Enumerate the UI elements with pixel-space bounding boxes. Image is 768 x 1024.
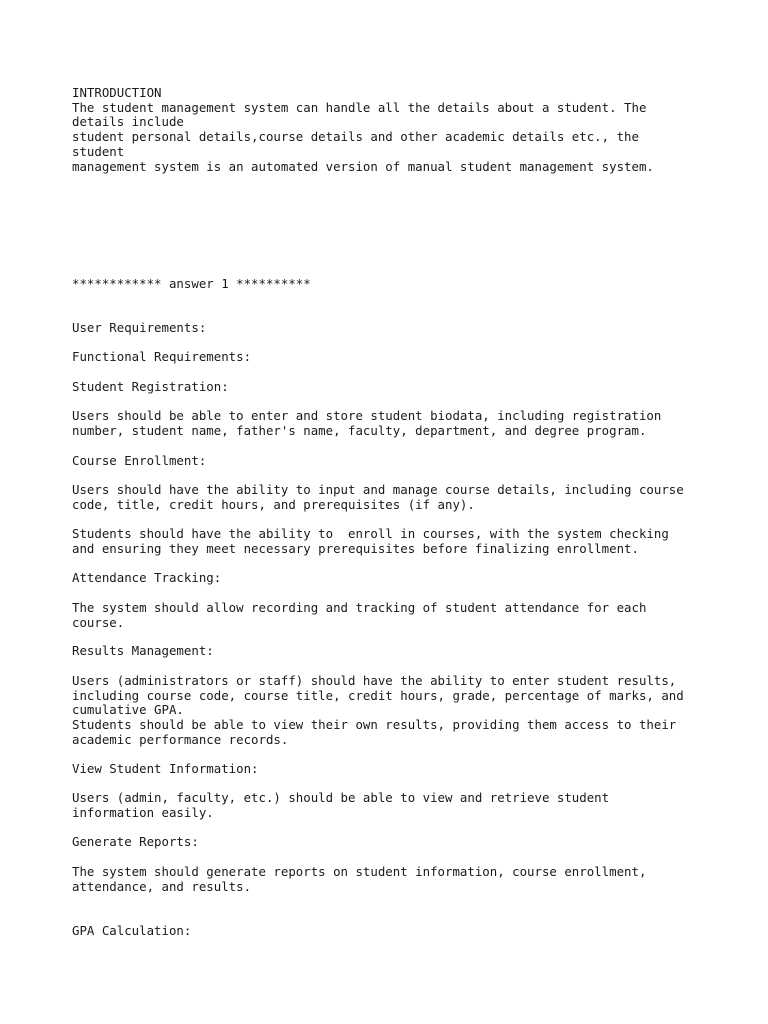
intro-line: details include bbox=[72, 114, 184, 130]
student-registration-body bbox=[72, 409, 661, 438]
body-line: academic performance records. bbox=[72, 731, 289, 747]
course-enrollment-body-2 bbox=[72, 527, 669, 556]
body-line: cumulative GPA. bbox=[72, 702, 184, 718]
body-line: including course code, course title, credit hours, grade, percentage of marks, and bbox=[72, 687, 684, 703]
body-line: Students should be able to view their own results, providing them access to their bbox=[72, 717, 677, 733]
section-heading: Course Enrollment: bbox=[72, 453, 207, 468]
body-line: The system should generate reports on student information, course enrollment, bbox=[72, 864, 647, 879]
body-line: number, student name, father's name, faculty, department, and degree program. bbox=[72, 422, 647, 438]
intro-line: student bbox=[72, 143, 125, 159]
generate-reports-body bbox=[72, 865, 646, 894]
answer-marker bbox=[72, 277, 311, 292]
attendance-tracking-body bbox=[72, 601, 646, 630]
section-heading: User Requirements: bbox=[72, 320, 207, 335]
answer-marker-text: ************ answer 1 ********** bbox=[72, 276, 311, 291]
results-management-body bbox=[72, 674, 684, 748]
view-student-information-body bbox=[72, 791, 609, 820]
body-line: Users should be able to enter and store student biodata, including registration bbox=[72, 408, 662, 423]
section-heading: Attendance Tracking: bbox=[72, 570, 222, 585]
functional-requirements-heading bbox=[72, 350, 251, 365]
section-heading: GPA Calculation: bbox=[72, 923, 192, 938]
introduction-heading: INTRODUCTION bbox=[72, 85, 162, 100]
course-enrollment-body-1 bbox=[72, 483, 684, 512]
body-line: Users (admin, faculty, etc.) should be able to view and retrieve student bbox=[72, 790, 610, 805]
gpa-calculation-section bbox=[72, 924, 191, 939]
body-line: code, title, credit hours, and prerequisites (if any). bbox=[72, 496, 475, 512]
view-student-information-section bbox=[72, 762, 259, 777]
body-line: course. bbox=[72, 614, 125, 630]
attendance-tracking-section bbox=[72, 571, 221, 586]
body-line: and ensuring they meet necessary prerequisites before finalizing enrollment. bbox=[72, 540, 639, 556]
body-line: Students should have the ability to enroll in courses, with the system checking bbox=[72, 526, 669, 541]
student-registration-section bbox=[72, 380, 229, 395]
body-line: information easily. bbox=[72, 804, 214, 820]
intro-line: student personal details,course details and other academic details etc., the bbox=[72, 129, 639, 145]
introduction-section bbox=[72, 86, 654, 174]
intro-line: The student management system can handle all the details about a student. The bbox=[72, 99, 647, 115]
body-line: Users (administrators or staff) should have the ability to enter student results, bbox=[72, 673, 677, 688]
generate-reports-section bbox=[72, 835, 199, 850]
body-line: The system should allow recording and tracking of student attendance for each bbox=[72, 600, 647, 615]
body-line: attendance, and results. bbox=[72, 878, 252, 894]
section-heading: Functional Requirements: bbox=[72, 349, 252, 364]
section-heading: View Student Information: bbox=[72, 761, 259, 776]
section-heading: Results Management: bbox=[72, 643, 214, 658]
user-requirements-heading bbox=[72, 321, 206, 336]
results-management-section bbox=[72, 644, 214, 659]
body-line: Users should have the ability to input and manage course details, including course bbox=[72, 482, 684, 497]
section-heading: Student Registration: bbox=[72, 379, 229, 394]
intro-line: management system is an automated version of manual student management system. bbox=[72, 158, 654, 174]
section-heading: Generate Reports: bbox=[72, 834, 199, 849]
course-enrollment-section bbox=[72, 454, 206, 469]
